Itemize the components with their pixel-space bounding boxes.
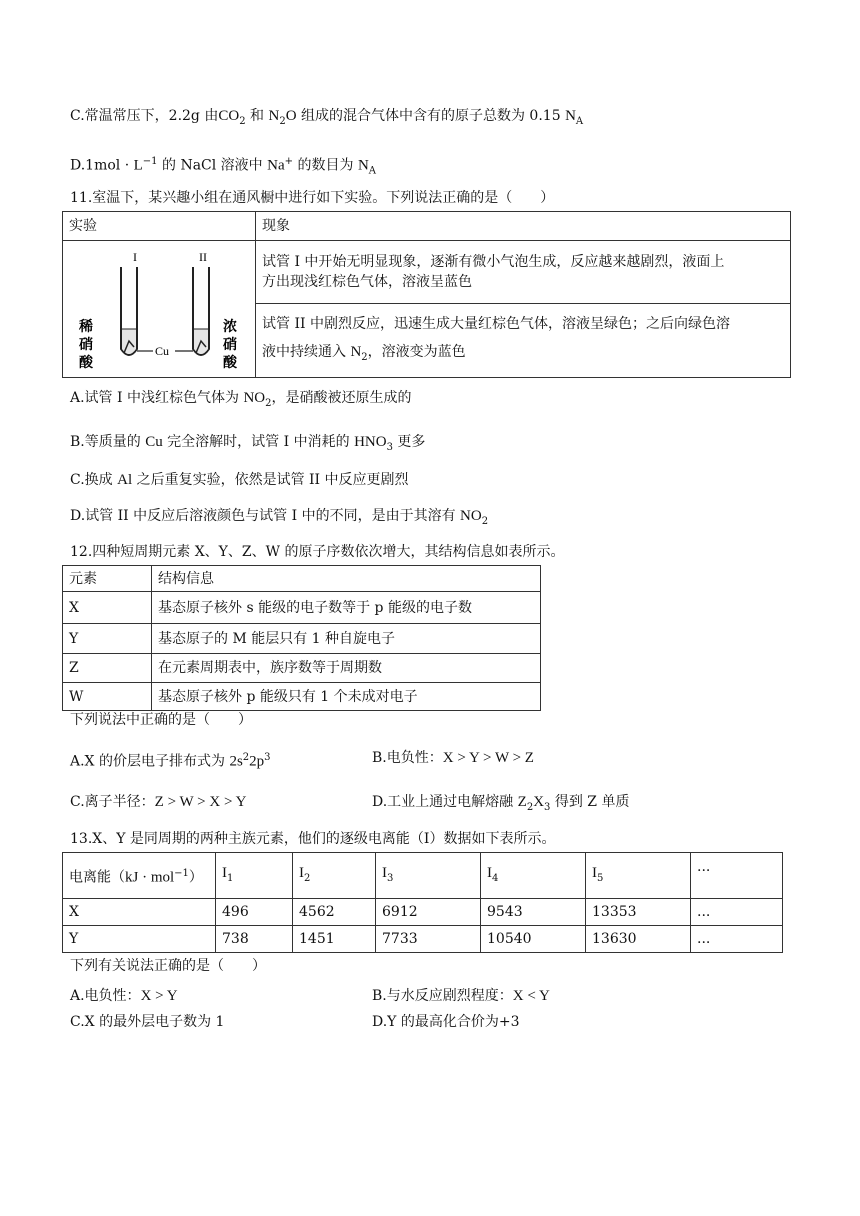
q10-option-c[interactable]	[70, 106, 583, 132]
q13-option-b[interactable]	[372, 986, 550, 1006]
info-cell: 基态原子的 M 能层只有 1 种自旋电子	[152, 624, 541, 654]
subscript: A	[368, 165, 377, 177]
superscript: −1	[174, 867, 189, 879]
text: D.试管 II 中反应后溶液颜色与试管 I 中的不同，是由于其溶有	[70, 508, 461, 524]
text: 组成的混合气体中含有的原子总数为 0.15	[296, 108, 566, 124]
text: D.工业上通过电解熔融	[372, 794, 518, 810]
subscript: 3	[544, 801, 551, 813]
formula: N	[350, 343, 362, 360]
q11-option-b[interactable]	[70, 432, 425, 458]
table-header-row	[63, 566, 541, 592]
tube-ii-label: II	[199, 250, 207, 264]
table-row	[63, 899, 783, 926]
text: 电离能（	[69, 869, 125, 886]
symbol: I	[487, 864, 492, 881]
formula: Z > W > X > Y	[154, 794, 247, 810]
table-row	[63, 624, 541, 654]
phenomenon-1	[256, 241, 791, 304]
q11-option-a[interactable]	[70, 388, 412, 414]
text: 的 NaCl 溶液中	[157, 157, 268, 174]
info-cell: 基态原子核外 p 能级只有 1 个未成对电子	[152, 683, 541, 711]
subscript: 2	[279, 115, 286, 127]
formula: HNO	[354, 434, 387, 450]
value-cell: 738	[216, 926, 293, 953]
element-cell: Z	[63, 654, 152, 683]
superscript: −1	[142, 156, 158, 167]
formula: CO	[218, 108, 240, 124]
formula: 2p	[249, 753, 265, 770]
q11-option-d[interactable]	[70, 506, 488, 532]
formula: X	[533, 794, 545, 810]
concentrated-label-2: 硝	[223, 337, 237, 353]
header-experiment: 实验	[63, 212, 256, 241]
formula: Al	[117, 472, 133, 488]
subscript: 2	[304, 872, 311, 884]
text: 更多	[392, 434, 426, 450]
text: 和	[245, 108, 269, 124]
subscript: 5	[597, 872, 604, 884]
text: A.电负性：	[70, 988, 141, 1004]
header-i4	[481, 853, 586, 899]
header-label	[63, 853, 216, 899]
subscript: 2	[239, 115, 246, 127]
text: A.X 的价层电子排布式为	[70, 753, 230, 770]
concentrated-label-3: 酸	[223, 355, 237, 371]
value-cell: 4562	[293, 899, 376, 926]
formula: X > Y	[140, 988, 178, 1004]
cu-label: Cu	[155, 344, 170, 358]
element-cell: Y	[63, 926, 216, 953]
subscript: 3	[387, 872, 394, 884]
element-cell: X	[63, 899, 216, 926]
header-phenomenon: 现象	[256, 212, 791, 241]
info-cell: 基态原子核外 s 能级的电子数等于 p 能级的电子数	[152, 592, 541, 624]
table-row	[63, 926, 783, 953]
formula: N	[565, 108, 576, 124]
formula: X < Y	[512, 988, 550, 1004]
header-element: 元素	[63, 566, 152, 592]
dilute-label-2: 硝	[79, 337, 93, 353]
more-cell: ...	[691, 926, 783, 953]
superscript: 2	[242, 752, 250, 763]
superscript: 3	[264, 752, 271, 763]
q11-table	[62, 211, 791, 378]
symbol: I	[222, 864, 227, 881]
symbol: I	[382, 864, 387, 881]
subscript: 2	[481, 515, 489, 527]
q12-option-c[interactable]	[70, 792, 246, 812]
formula: X > Y > W > Z	[442, 750, 534, 766]
dilute-label-3: 酸	[79, 355, 93, 371]
symbol: I	[592, 864, 597, 881]
header-i3	[376, 853, 481, 899]
text: B.电负性：	[372, 750, 443, 766]
experiment-diagram	[63, 241, 256, 378]
subscript: A	[575, 115, 584, 127]
text: C.离子半径：	[70, 794, 155, 810]
text: 的数目为	[293, 157, 358, 174]
q13-option-d[interactable]: D.Y 的最高化合价为+3	[372, 1014, 520, 1030]
subscript: 1	[227, 872, 234, 884]
text: 试管 II 中剧烈反应，迅速生成大量红棕色气体，溶液呈绿色；之后向绿色溶	[262, 315, 730, 332]
formula: Cu	[145, 434, 163, 450]
q12-table	[62, 565, 541, 711]
formula: Na	[267, 157, 285, 174]
text: 液中持续通入	[262, 343, 351, 360]
header-more: ...	[691, 853, 783, 899]
symbol: I	[299, 864, 304, 881]
text: 方出现浅红棕色气体，溶液呈蓝色	[262, 274, 472, 291]
subscript: 3	[386, 441, 393, 453]
value-cell: 496	[216, 899, 293, 926]
text: B.等质量的	[70, 434, 146, 450]
value-cell: 1451	[293, 926, 376, 953]
value-cell: 9543	[481, 899, 586, 926]
text: ·	[120, 157, 134, 174]
value-cell: 10540	[481, 926, 586, 953]
value-cell: 13353	[586, 899, 691, 926]
q12-stem: 12.四种短周期元素 X、Y、Z、W 的原子序数依次增大，其结构信息如表所示。	[70, 544, 565, 560]
table-row	[63, 683, 541, 711]
q12-option-b[interactable]	[372, 748, 534, 768]
text: C.换成	[70, 472, 118, 488]
value-cell: 7733	[376, 926, 481, 953]
text: 之后重复实验，依然是试管 II 中反应更剧烈	[132, 472, 409, 488]
q10-option-d[interactable]	[70, 152, 376, 181]
unit: kJ · mol	[125, 869, 175, 886]
q13-question: 下列有关说法正确的是（ ）	[70, 958, 266, 974]
q12-question: 下列说法中正确的是（ ）	[70, 712, 252, 728]
value-cell: 13630	[586, 926, 691, 953]
text: B.与水反应剧烈程度：	[372, 988, 513, 1004]
header-structure: 结构信息	[152, 566, 541, 592]
text: ，溶液变为蓝色	[367, 343, 466, 360]
phenomenon-2	[256, 304, 791, 378]
header-i2	[293, 853, 376, 899]
q13-table	[62, 852, 783, 953]
concentrated-label-1: 浓	[223, 319, 237, 335]
text: 得到 Z 单质	[550, 794, 630, 810]
formula: N	[268, 108, 280, 124]
subscript: 2	[526, 801, 534, 813]
element-cell: W	[63, 683, 152, 711]
text: C.常温常压下，2.2g 由	[70, 108, 219, 124]
table-row	[63, 592, 541, 624]
value-cell: 6912	[376, 899, 481, 926]
subscript: 2	[361, 351, 368, 363]
subscript: 2	[265, 397, 272, 409]
q11-stem: 11.室温下，某兴趣小组在通风橱中进行如下实验。下列说法正确的是（ ）	[70, 190, 555, 206]
test-tubes-diagram	[63, 241, 255, 377]
info-cell: 在元素周期表中，族序数等于周期数	[152, 654, 541, 683]
q12-option-a[interactable]	[70, 748, 271, 772]
header-i1	[216, 853, 293, 899]
q13-option-c[interactable]: C.X 的最外层电子数为 1	[70, 1014, 225, 1030]
q11-option-c[interactable]	[70, 470, 409, 490]
tube-i-label: I	[133, 250, 137, 264]
formula: 2s	[229, 753, 243, 770]
formula: L	[133, 157, 143, 174]
formula: NO	[460, 508, 482, 524]
text: 试管 I 中开始无明显现象，逐渐有微小气泡生成，反应越来越剧烈，液面上	[262, 254, 725, 271]
text-line	[262, 342, 784, 368]
text: 完全溶解时，试管 I 中消耗的	[162, 434, 355, 450]
formula: O	[285, 108, 297, 124]
q13-option-a[interactable]	[70, 986, 178, 1006]
element-cell: Y	[63, 624, 152, 654]
q13-stem: 13.X、Y 是同周期的两种主族元素，他们的逐级电离能（I）数据如下表所示。	[70, 831, 556, 847]
text: ）	[188, 869, 203, 886]
header-i5	[586, 853, 691, 899]
superscript: +	[284, 156, 294, 167]
dilute-label-1: 稀	[79, 319, 93, 335]
formula: N	[357, 157, 369, 174]
q12-option-d[interactable]	[372, 792, 629, 818]
element-cell: X	[63, 592, 152, 624]
table-row	[63, 654, 541, 683]
text: ，是硝酸被还原生成的	[271, 390, 412, 406]
more-cell: ...	[691, 899, 783, 926]
text: A.试管 I 中浅红棕色气体为	[70, 390, 244, 406]
formula: NO	[243, 390, 266, 406]
subscript: 4	[492, 872, 499, 884]
formula: Z	[517, 794, 527, 810]
text: D.1mol	[70, 157, 121, 174]
table-header-row	[63, 853, 783, 899]
